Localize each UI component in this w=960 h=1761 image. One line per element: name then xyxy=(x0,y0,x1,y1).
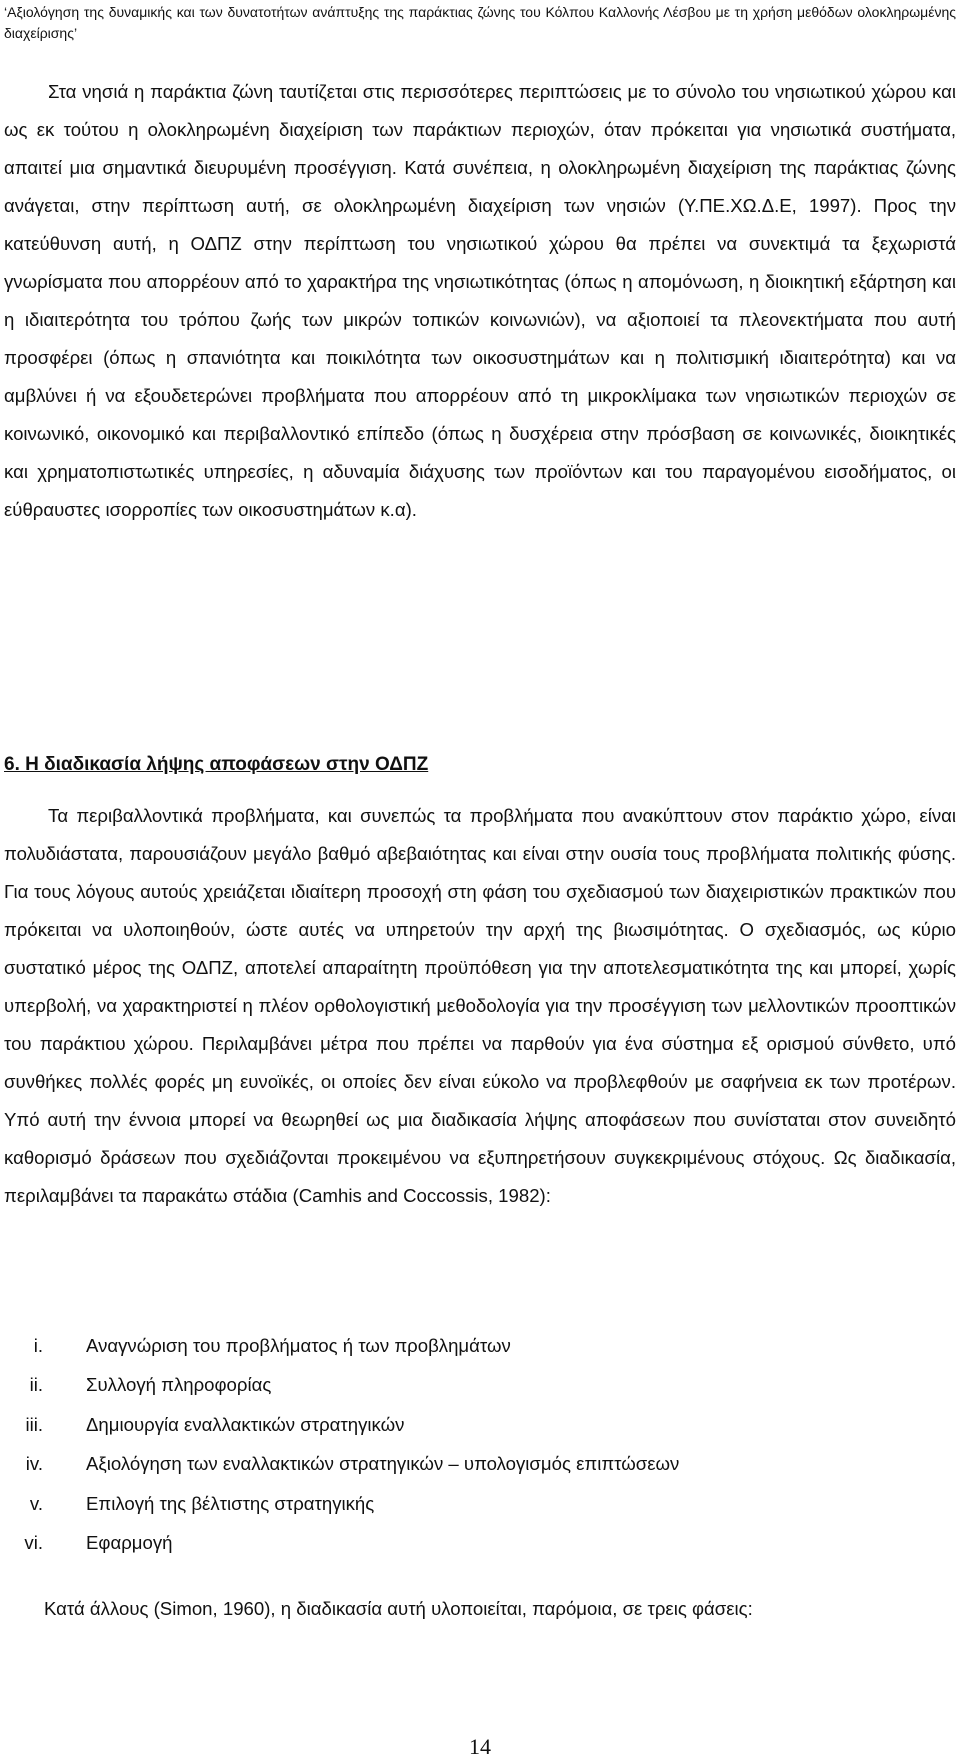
list-item-number: v. xyxy=(29,1492,43,1514)
list-item xyxy=(0,1326,956,1365)
list-item-text: Αναγνώριση του προβλήματος ή των προβλημάτων xyxy=(86,1335,511,1356)
paragraph-islands-text: Στα νησιά η παράκτια ζώνη ταυτίζεται στις περισσότερες περιπτώσεις με το σύνολο του νησιωτικού χώρου και ως εκ τούτου η ολοκληρωμένη διαχείριση των παράκτιων περιοχών, όταν πρόκειται για νησιωτικά συστήματα, απαιτεί μια σημαντικά διευρυμένη προσέγγιση. Κατά συνέπεια, η ολοκληρωμένη διαχείριση της παράκτιας ζώνης ανάγεται, στην περίπτωση αυτή, σε ολοκληρωμένη διαχείριση των νησιών (Υ.ΠΕ.ΧΩ.Δ.Ε, 1997). Προς την κατεύθυνση αυτή, η ΟΔΠΖ στην περίπτωση του νησιωτικού χώρου θα πρέπει να συνεκτιμά τα ξεχωριστά γνωρίσματα που απορρέουν από το χαρακτήρα της νησιωτικότητας (όπως η απομόνωση, η διοικητική εξάρτηση και η ιδιαιτερότητα του τρόπου ζωής των μικρών τοπικών κοινωνιών), να αξιοποιεί τα πλεονεκτήματα που αυτή προσφέρει (όπως η σπανιότητα και ποικιλότητα των οικοσυστημάτων και η πολιτισμική ιδιαιτερότητα) και να αμβλύνει ή να εξουδετερώνει προβλήματα που απορρέουν από τη μικροκλίμακα των νησιωτικών περιοχών σε κοινωνικό, οικονομικό και περιβαλλοντικό επίπεδο (όπως η δυσχέρεια στην πρόσβαση σε κοινωνικές, διοικητικές και χρηματοπιστωτικές υπηρεσίες, η αδυναμία διάχυσης των προϊόντων και του παραγομένου εισοδήματος, οι εύθραυστες ισορροπίες των οικοσυστημάτων κ.α). xyxy=(4,81,956,520)
paragraph-decision-process-text: Τα περιβαλλοντικά προβλήματα, και συνεπώς τα προβλήματα που ανακύπτουν στον παράκτιο χώρο, είναι πολυδιάστατα, παρουσιάζουν μεγάλο βαθμό αβεβαιότητας και είναι στην ουσία τους προβλήματα πολιτικής φύσης. Για τους λόγους αυτούς χρειάζεται ιδιαίτερη προσοχή στη φάση του σχεδιασμού των διαχειριστικών πρακτικών που πρόκειται να υλοποιηθούν, ώστε αυτές να υπηρετούν την αρχή της βιωσιμότητας. Ο σχεδιασμός, ως κύριο συστατικό μέρος της ΟΔΠΖ, αποτελεί απαραίτητη προϋπόθεση για την αποτελεσματικότητα της και μπορεί, χωρίς υπερβολή, να χαρακτηριστεί η πλέον ορθολογιστική μεθοδολογία για την προσέγγιση των μελλοντικών προοπτικών του παράκτιου χώρου. Περιλαμβάνει μέτρα που πρέπει να παρθούν για ένα σύστημα εξ ορισμού σύνθετο, υπό συνθήκες πολλές φορές μη ευνοϊκές, οι οποίες δεν είναι εύκολο να προβλεφθούν με σαφήνεια εκ των προτέρων. Υπό αυτή την έννοια μπορεί να θεωρηθεί ως μια διαδικασία λήψης αποφάσεων που συνίσταται στον συνειδητό καθορισμό δράσεων που σχεδιάζονται προκειμένου να εξυπηρετήσουν συγκεκριμένους στόχους. Ως διαδικασία, περιλαμβάνει τα παρακάτω στάδια (Camhis and Coccossis, 1982): xyxy=(4,805,956,1206)
list-item-text: Δημιουργία εναλλακτικών στρατηγικών xyxy=(86,1413,405,1435)
list-item-text: Επιλογή της βέλτιστης στρατηγικής xyxy=(86,1492,375,1514)
paragraph-decision-process xyxy=(4,797,956,1215)
list-item-number: vi. xyxy=(24,1531,43,1553)
list-item xyxy=(0,1484,956,1523)
running-header: ‘Αξιολόγηση της δυναμικής και των δυνατοτήτων ανάπτυξης της παράκτιας ζώνης του Κόλπου Καλλονής Λέσβου με τη χρήση μεθόδων ολοκληρωμένης διαχείρισης’ xyxy=(4,4,956,41)
list-item xyxy=(0,1365,956,1404)
list-item-number: iv. xyxy=(25,1453,43,1475)
list-item xyxy=(0,1523,956,1562)
section-heading: 6. Η διαδικασία λήψης αποφάσεων στην ΟΔΠΖ xyxy=(4,754,429,775)
stages-list xyxy=(0,1326,956,1562)
page-number: 14 xyxy=(469,1734,491,1759)
list-item-text: Συλλογή πληροφορίας xyxy=(86,1374,272,1396)
list-item-number: ii. xyxy=(29,1374,43,1396)
list-item xyxy=(0,1444,956,1483)
list-item-number: i. xyxy=(33,1335,43,1356)
closing-sentence: Κατά άλλους (Simon, 1960), η διαδικασία αυτή υλοποιείται, παρόμοια, σε τρεις φάσεις: xyxy=(44,1598,753,1619)
paragraph-islands xyxy=(4,73,956,529)
list-item-text: Αξιολόγηση των εναλλακτικών στρατηγικών – υπολογισμός επιπτώσεων xyxy=(86,1453,680,1475)
list-item xyxy=(0,1405,956,1444)
list-item-number: iii. xyxy=(25,1413,43,1435)
list-item-text: Εφαρμογή xyxy=(86,1531,173,1553)
